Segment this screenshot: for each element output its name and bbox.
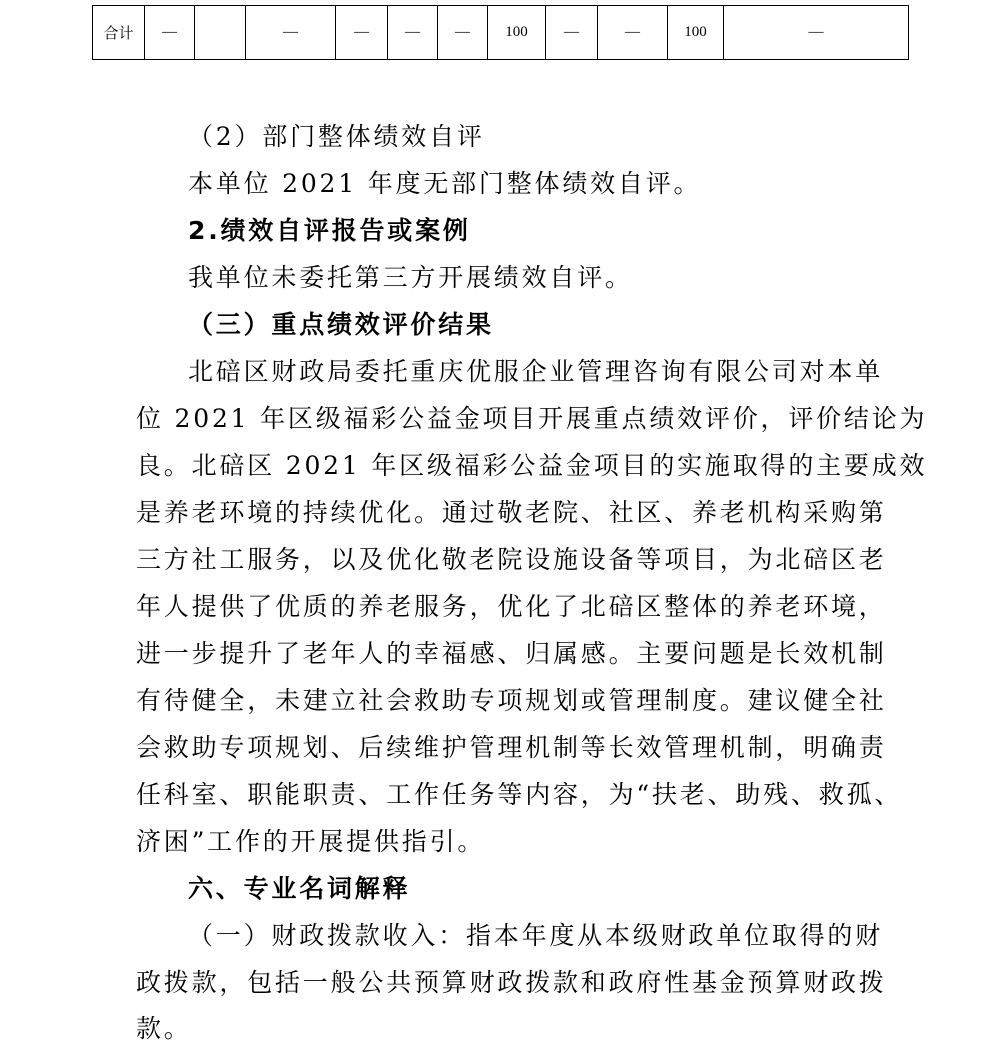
- table-cell: —: [546, 6, 598, 60]
- paragraph-line: 有待健全，未建立社会救助专项规划或管理制度。建议健全社: [136, 686, 887, 715]
- paragraph-line: （一）财政拨款收入：指本年度从本级财政单位取得的财: [188, 921, 884, 950]
- summary-table: [92, 5, 909, 60]
- subsection-heading: （2）部门整体绩效自评: [188, 122, 485, 151]
- section-heading: 六、专业名词解释: [188, 874, 411, 903]
- section-heading: （三）重点绩效评价结果: [188, 310, 494, 339]
- paragraph-line: 北碚区财政局委托重庆优服企业管理咨询有限公司对本单: [188, 357, 884, 386]
- table-cell: [195, 6, 246, 60]
- paragraph-line: 济困”工作的开展提供指引。: [136, 827, 486, 856]
- table-cell: —: [388, 6, 438, 60]
- paragraph-line: 我单位未委托第三方开展绩效自评。: [188, 263, 633, 292]
- table-cell: 合计: [93, 6, 145, 60]
- table-row: [93, 6, 909, 60]
- paragraph-line: 进一步提升了老年人的幸福感、归属感。主要问题是长效机制: [136, 639, 887, 668]
- paragraph-line: 政拨款，包括一般公共预算财政拨款和政府性基金预算财政拨: [136, 968, 887, 997]
- paragraph-line: 位 2021 年区级福彩公益金项目开展重点绩效评价，评价结论为: [136, 404, 928, 433]
- paragraph-line: 良。北碚区 2021 年区级福彩公益金项目的实施取得的主要成效: [136, 451, 928, 480]
- table-cell: —: [336, 6, 388, 60]
- section-heading: 2.绩效自评报告或案例: [188, 216, 471, 245]
- table-cell: —: [724, 6, 909, 60]
- table-cell: —: [598, 6, 668, 60]
- table-cell: —: [145, 6, 195, 60]
- paragraph-line: 会救助专项规划、后续维护管理机制等长效管理机制，明确责: [136, 733, 887, 762]
- paragraph-line: 本单位 2021 年度无部门整体绩效自评。: [188, 169, 702, 198]
- paragraph-line: 是养老环境的持续优化。通过敬老院、社区、养老机构采购第: [136, 498, 887, 527]
- table-cell: —: [246, 6, 336, 60]
- paragraph-line: 年人提供了优质的养老服务，优化了北碚区整体的养老环境，: [136, 592, 887, 621]
- paragraph-line: 三方社工服务，以及优化敬老院设施设备等项目，为北碚区老: [136, 545, 887, 574]
- table-cell: 100: [488, 6, 546, 60]
- paragraph-line: 款。: [136, 1014, 192, 1043]
- table-cell: —: [438, 6, 488, 60]
- table-cell: 100: [668, 6, 724, 60]
- paragraph-line: 任科室、职能职责、工作任务等内容，为“扶老、助残、救孤、: [136, 780, 903, 809]
